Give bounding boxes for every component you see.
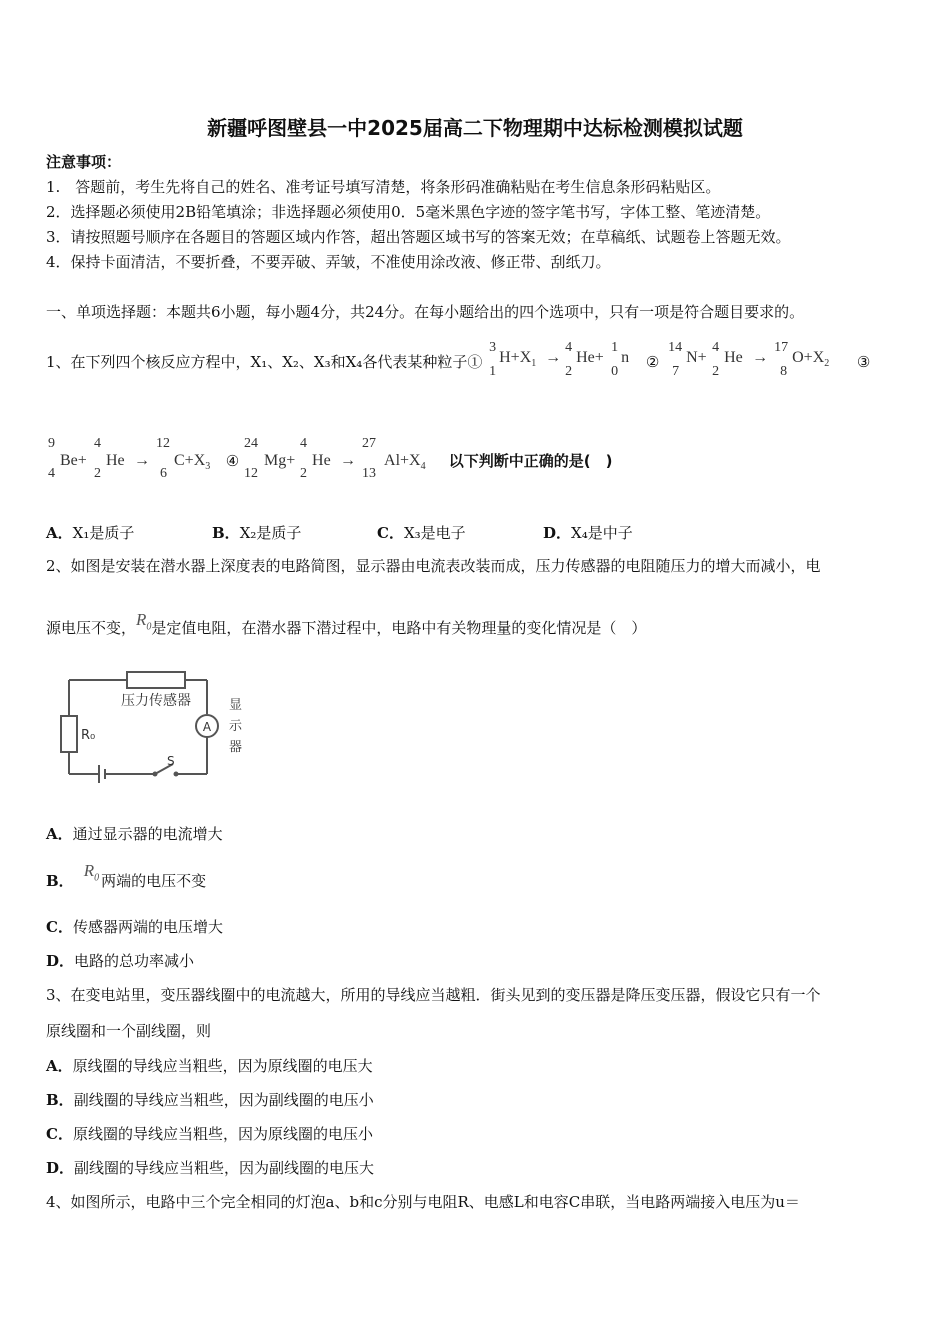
option-c[interactable]: C．传感器两端的电压增大 (46, 918, 223, 936)
pressure-sensor (127, 672, 185, 688)
question-1-stem: 1、在下列四个核反应方程中，X₁、X₂、X₃和X₄各代表某种粒子① (46, 353, 483, 371)
question-1-tail: 以下判断中正确的是( ) (448, 452, 613, 470)
option-d[interactable]: D．X₄是中子 (543, 524, 633, 542)
r0-symbol: $R_0$ (136, 610, 152, 633)
question-1-line-1 (46, 342, 910, 386)
ammeter-label: A (202, 720, 212, 734)
notice-item: 2．选择题必须使用2B铅笔填涂；非选择题必须使用0．5毫米黑色字迹的签字笔书写，字体工整、笔迹清楚。 (46, 203, 771, 221)
display-label: 显 (229, 698, 243, 713)
reaction-equation-2: 14 7 N+ 4 2 He → 17 8 $O+X_2$ (668, 340, 830, 379)
question-3-line-2: 原线圈和一个副线圈，则 (46, 1022, 212, 1040)
r0-symbol: $R_0$ (83, 861, 100, 884)
question-2-line-1: 2、如图是安装在潜水器上深度表的电路简图，显示器由电流表改装而成，压力传感器的电阻随压力的增大而减小，电 (46, 557, 821, 575)
question-4-line-1: 4、如图所示，电路中三个完全相同的灯泡a、b和c分别与电阻R、电感L和电容C串联，当电路两端接入电压为u＝ (46, 1193, 800, 1211)
option-a[interactable]: A．原线圈的导线应当粗些，因为原线圈的电压大 (46, 1057, 373, 1075)
option-b[interactable]: B．副线圈的导线应当粗些，因为副线圈的电压小 (46, 1091, 374, 1109)
option-b[interactable]: B．X₂是质子 (212, 524, 302, 542)
reaction-equation-3: 9 4 Be+ 4 2 He → 12 6 $C+X_3$ (48, 436, 211, 481)
option-b[interactable]: B．$R_0$ 两端的电压不变 (46, 861, 207, 890)
question-1-line-2 (46, 438, 910, 486)
option-d[interactable]: D．电路的总功率减小 (46, 952, 195, 970)
page-title: 新疆呼图壁县一中2025届高二下物理期中达标检测模拟试题 (207, 116, 743, 140)
notice-item: 4．保持卡面清洁，不要折叠，不要弄破、弄皱，不准使用涂改液、修正带、刮纸刀。 (46, 253, 611, 271)
r0-resistor (61, 716, 77, 752)
equation-mark: ② (645, 353, 660, 371)
display-label: 示 (229, 719, 243, 734)
sensor-label: 压力传感器 (121, 693, 191, 709)
switch-label: S (167, 754, 175, 768)
option-d[interactable]: D．副线圈的导线应当粗些，因为副线圈的电压大 (46, 1159, 375, 1177)
option-c[interactable]: C．原线圈的导线应当粗些，因为原线圈的电压小 (46, 1125, 373, 1143)
reaction-equation-4: 24 12 Mg+ 4 2 He → 27 13 $Al+X_4$ (244, 436, 426, 481)
equation-mark: ③ (856, 353, 871, 371)
circuit-diagram (55, 664, 265, 790)
section-heading: 一、单项选择题：本题共6小题，每小题4分，共24分。在每小题给出的四个选项中，只有一项是符合题目要求的。 (46, 303, 805, 321)
reaction-equation-1: 3 1 $H+X_1$ → 4 2 He+ 1 0 n (489, 340, 630, 379)
option-c[interactable]: C．X₃是电子 (377, 524, 466, 542)
option-a[interactable]: A．X₁是质子 (46, 524, 135, 542)
notice-heading: 注意事项： (46, 153, 122, 171)
notice-item: 3．请按照题号顺序在各题目的答题区域内作答，超出答题区域书写的答案无效；在草稿纸、试题卷上答题无效。 (46, 228, 791, 246)
option-a[interactable]: A．通过显示器的电流增大 (46, 825, 223, 843)
r0-label: R₀ (81, 728, 96, 743)
question-2-line-2: 源电压不变，$R_0$是定值电阻，在潜水器下潜过程中，电路中有关物理量的变化情况是（ ） (46, 610, 647, 637)
display-label: 器 (229, 740, 243, 755)
equation-mark: ④ (225, 452, 240, 470)
question-3-line-1: 3、在变电站里，变压器线圈中的电流越大，所用的导线应当越粗．街头见到的变压器是降压变压器，假设它只有一个 (46, 986, 821, 1004)
notice-item: 1. 答题前，考生先将自己的姓名、准考证号填写清楚，将条形码准确粘贴在考生信息条形码粘贴区。 (46, 178, 721, 196)
